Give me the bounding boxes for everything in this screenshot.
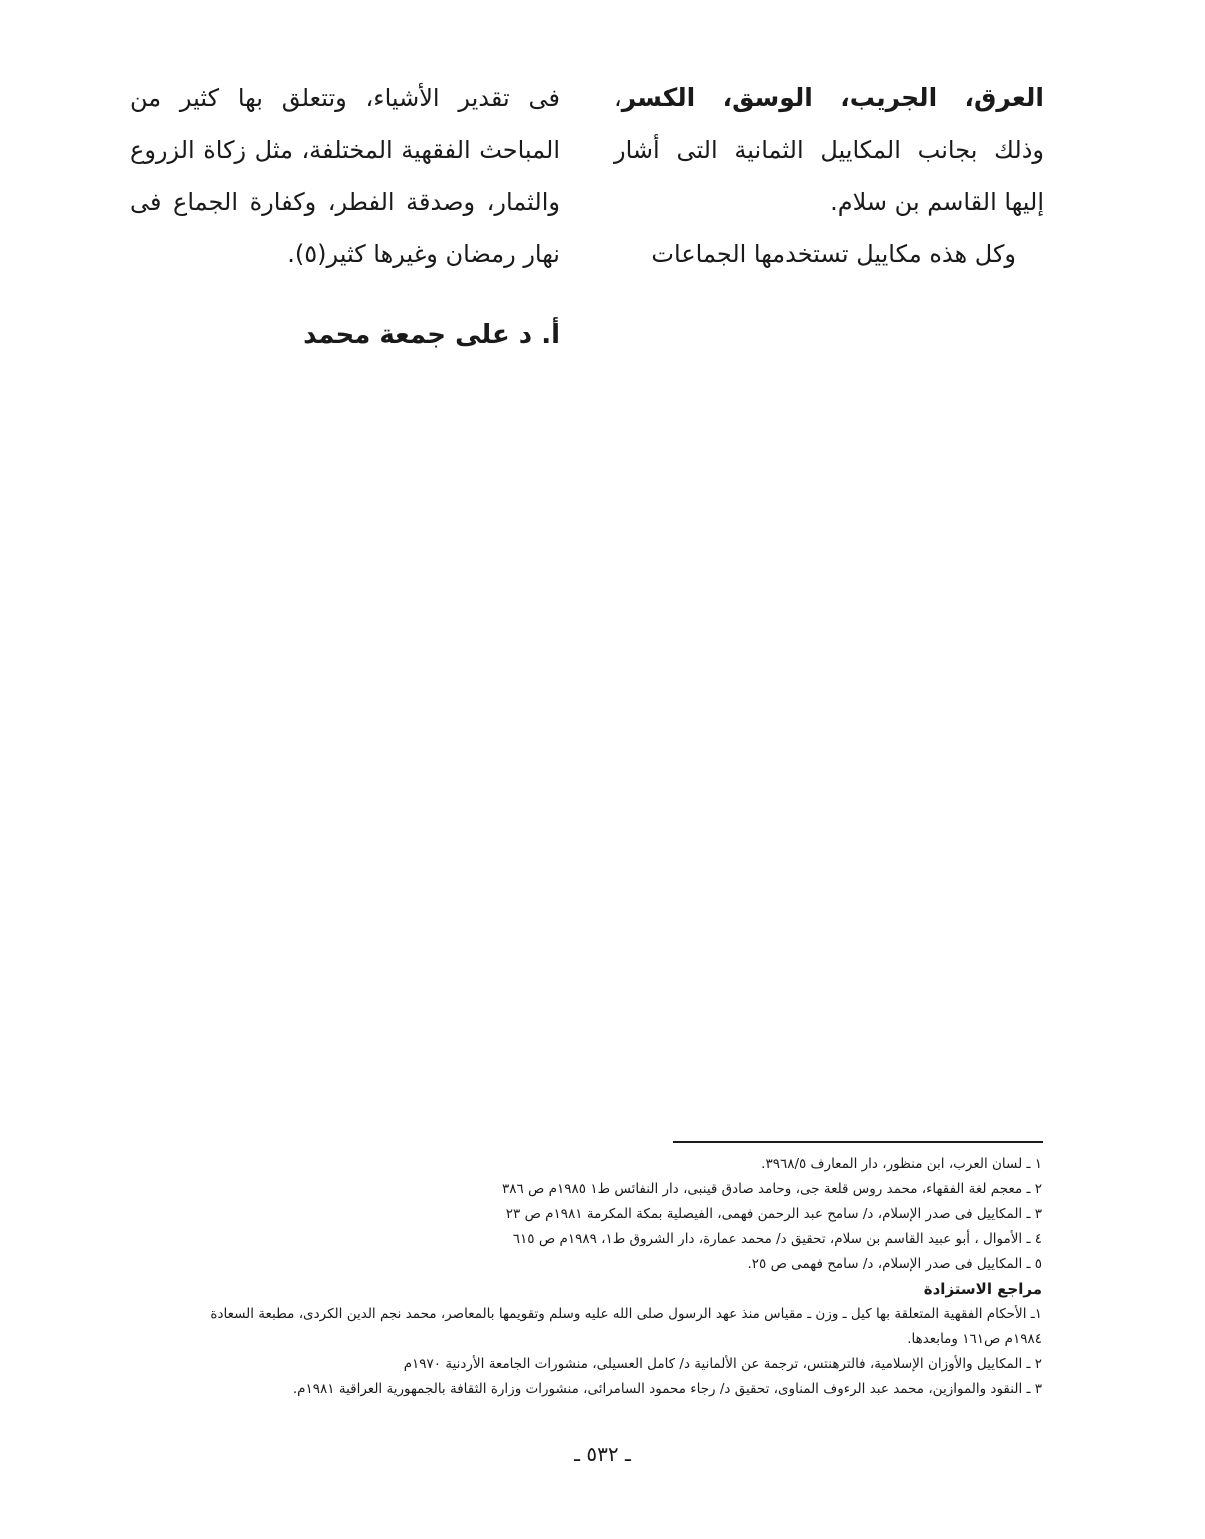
left-paragraph-end: . [287, 240, 295, 268]
footnote-1: ١ ـ لسان العرب، ابن منظور، دار المعارف ٣٩٦٨/٥. [761, 1156, 1042, 1172]
footnotes-section [170, 1152, 1042, 1402]
references-title: مراجع الاستزادة [923, 1280, 1042, 1298]
measure-terms: العرق، الجريب، الوسق، الكسر [621, 83, 1044, 112]
paragraph-1-rest: بجانب المكاييل الثمانية التى أشار إليها القاسم بن سلام. [614, 136, 1044, 216]
line-1-tail: ، وذلك [614, 84, 1044, 164]
author-signature: أ. د على جمعة محمد [303, 320, 560, 350]
footnote-5: ٥ ـ المكاييل فى صدر الإسلام، د/ سامح فهمى ص ٢٥. [747, 1256, 1042, 1272]
footnote-3: ٣ ـ المكاييل فى صدر الإسلام، د/ سامح عبد الرحمن فهمى، الفيصلية بمكة المكرمة ١٩٨١م ص ٢٣ [505, 1206, 1042, 1222]
reference-1: ١ـ الأحكام الفقهية المتعلقة بها كيل ـ وزن ـ مقياس منذ عهد الرسول صلى الله عليه وسلم وتقويمها بالمعاصر، محمد نجم الدين الكردى، مطبعة السعادة ١٩٨٤م ص١٦١ ومابعدها. [210, 1306, 1042, 1347]
right-paragraph-1 [614, 72, 1044, 228]
footnote-2: ٢ ـ معجم لغة الفقهاء، محمد روس قلعة جى، وحامد صادق قينبى، دار النفائس ط١ ١٩٨٥م ص ٣٨٦ [501, 1181, 1042, 1197]
footnote-4: ٤ ـ الأموال ، أبو عبيد القاسم بن سلام، تحقيق د/ محمد عمارة، دار الشروق ط١، ١٩٨٩م ص ٦١٥ [512, 1231, 1042, 1247]
footnote-marker-5: (٥) [294, 240, 327, 268]
footnote-separator [673, 1141, 1043, 1143]
left-paragraph [130, 72, 560, 280]
left-paragraph-text: فى تقدير الأشياء، وتتعلق بها كثير من المباحث الفقهية المختلفة، مثل زكاة الزروع والثمار، وصدقة الفطر، وكفارة الجماع فى نهار رمضان وغيرها كثير [130, 84, 560, 268]
right-paragraph-2: وكل هذه مكاييل تستخدمها الجماعات [651, 240, 1016, 268]
reference-3: ٣ ـ النقود والموازين، محمد عبد الرءوف المناوى، تحقيق د/ رجاء محمود السامرائى، منشورات وزارة الثقافة بالجمهورية العراقية ١٩٨١م. [292, 1381, 1042, 1397]
left-text-column [130, 72, 560, 280]
reference-2: ٢ ـ المكاييل والأوزان الإسلامية، فالترهنتس، ترجمة عن الألمانية د/ كامل العسيلى، منشورات الجامعة الأردنية ١٩٧٠م [403, 1356, 1042, 1372]
page-number: ـ ٥٣٢ ـ [574, 1442, 631, 1466]
right-text-column [614, 72, 1044, 280]
